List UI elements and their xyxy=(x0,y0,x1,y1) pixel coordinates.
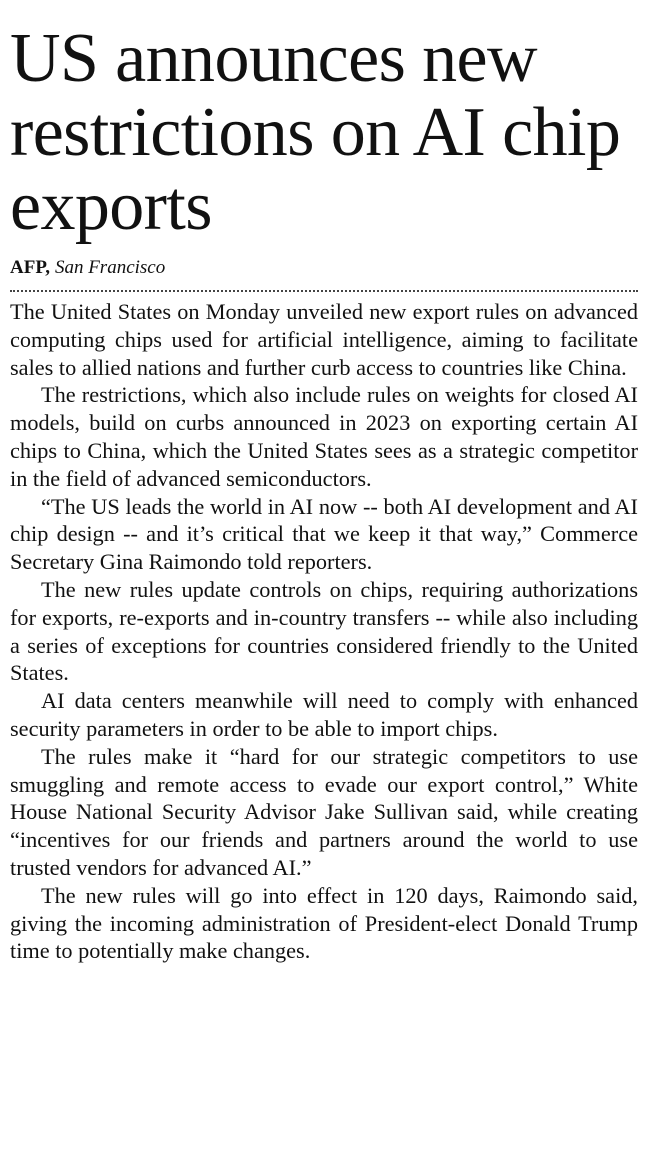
paragraph-7: The new rules will go into effect in 120 days, Raimondo said, giving the incoming administration of President-elect Donald Trump time to potentially make changes. xyxy=(10,882,638,964)
paragraph-4: The new rules update controls on chips, requiring authorizations for exports, re-exports and in-country transfers -- while also including a series of exceptions for countries considered friendly to the United States. xyxy=(10,576,638,686)
news-article xyxy=(10,22,638,965)
article-body xyxy=(10,298,638,965)
paragraph-6: The rules make it “hard for our strategic competitors to use smuggling and remote access to evade our export control,” White House National Security Advisor Jake Sullivan said, while creating “incentives for our friends and partners around the world to use trusted vendors for advanced AI.” xyxy=(10,743,638,880)
byline-location: San Francisco xyxy=(54,257,166,278)
paragraph-2: The restrictions, which also include rules on weights for closed AI models, build on curbs announced in 2023 on exporting certain AI chips to China, which the United States sees as a strategic competitor in the field of advanced semiconductors. xyxy=(10,382,638,491)
headline: US announces new restrictions on AI chip exports xyxy=(10,20,621,245)
byline xyxy=(10,256,638,280)
paragraph-3: “The US leads the world in AI now -- both AI development and AI chip design -- and it’s critical that we keep it that way,” Commerce Secretary Gina Raimondo told reporters. xyxy=(10,493,638,575)
byline-agency: AFP, xyxy=(10,257,50,278)
paragraph-1: The United States on Monday unveiled new export rules on advanced computing chips used for artificial intelligence, aiming to facilitate sales to allied nations and further curb access to countries like China. xyxy=(10,299,638,380)
dotted-divider xyxy=(10,290,638,292)
paragraph-5: AI data centers meanwhile will need to comply with enhanced security parameters in order to be able to import chips. xyxy=(10,688,638,741)
